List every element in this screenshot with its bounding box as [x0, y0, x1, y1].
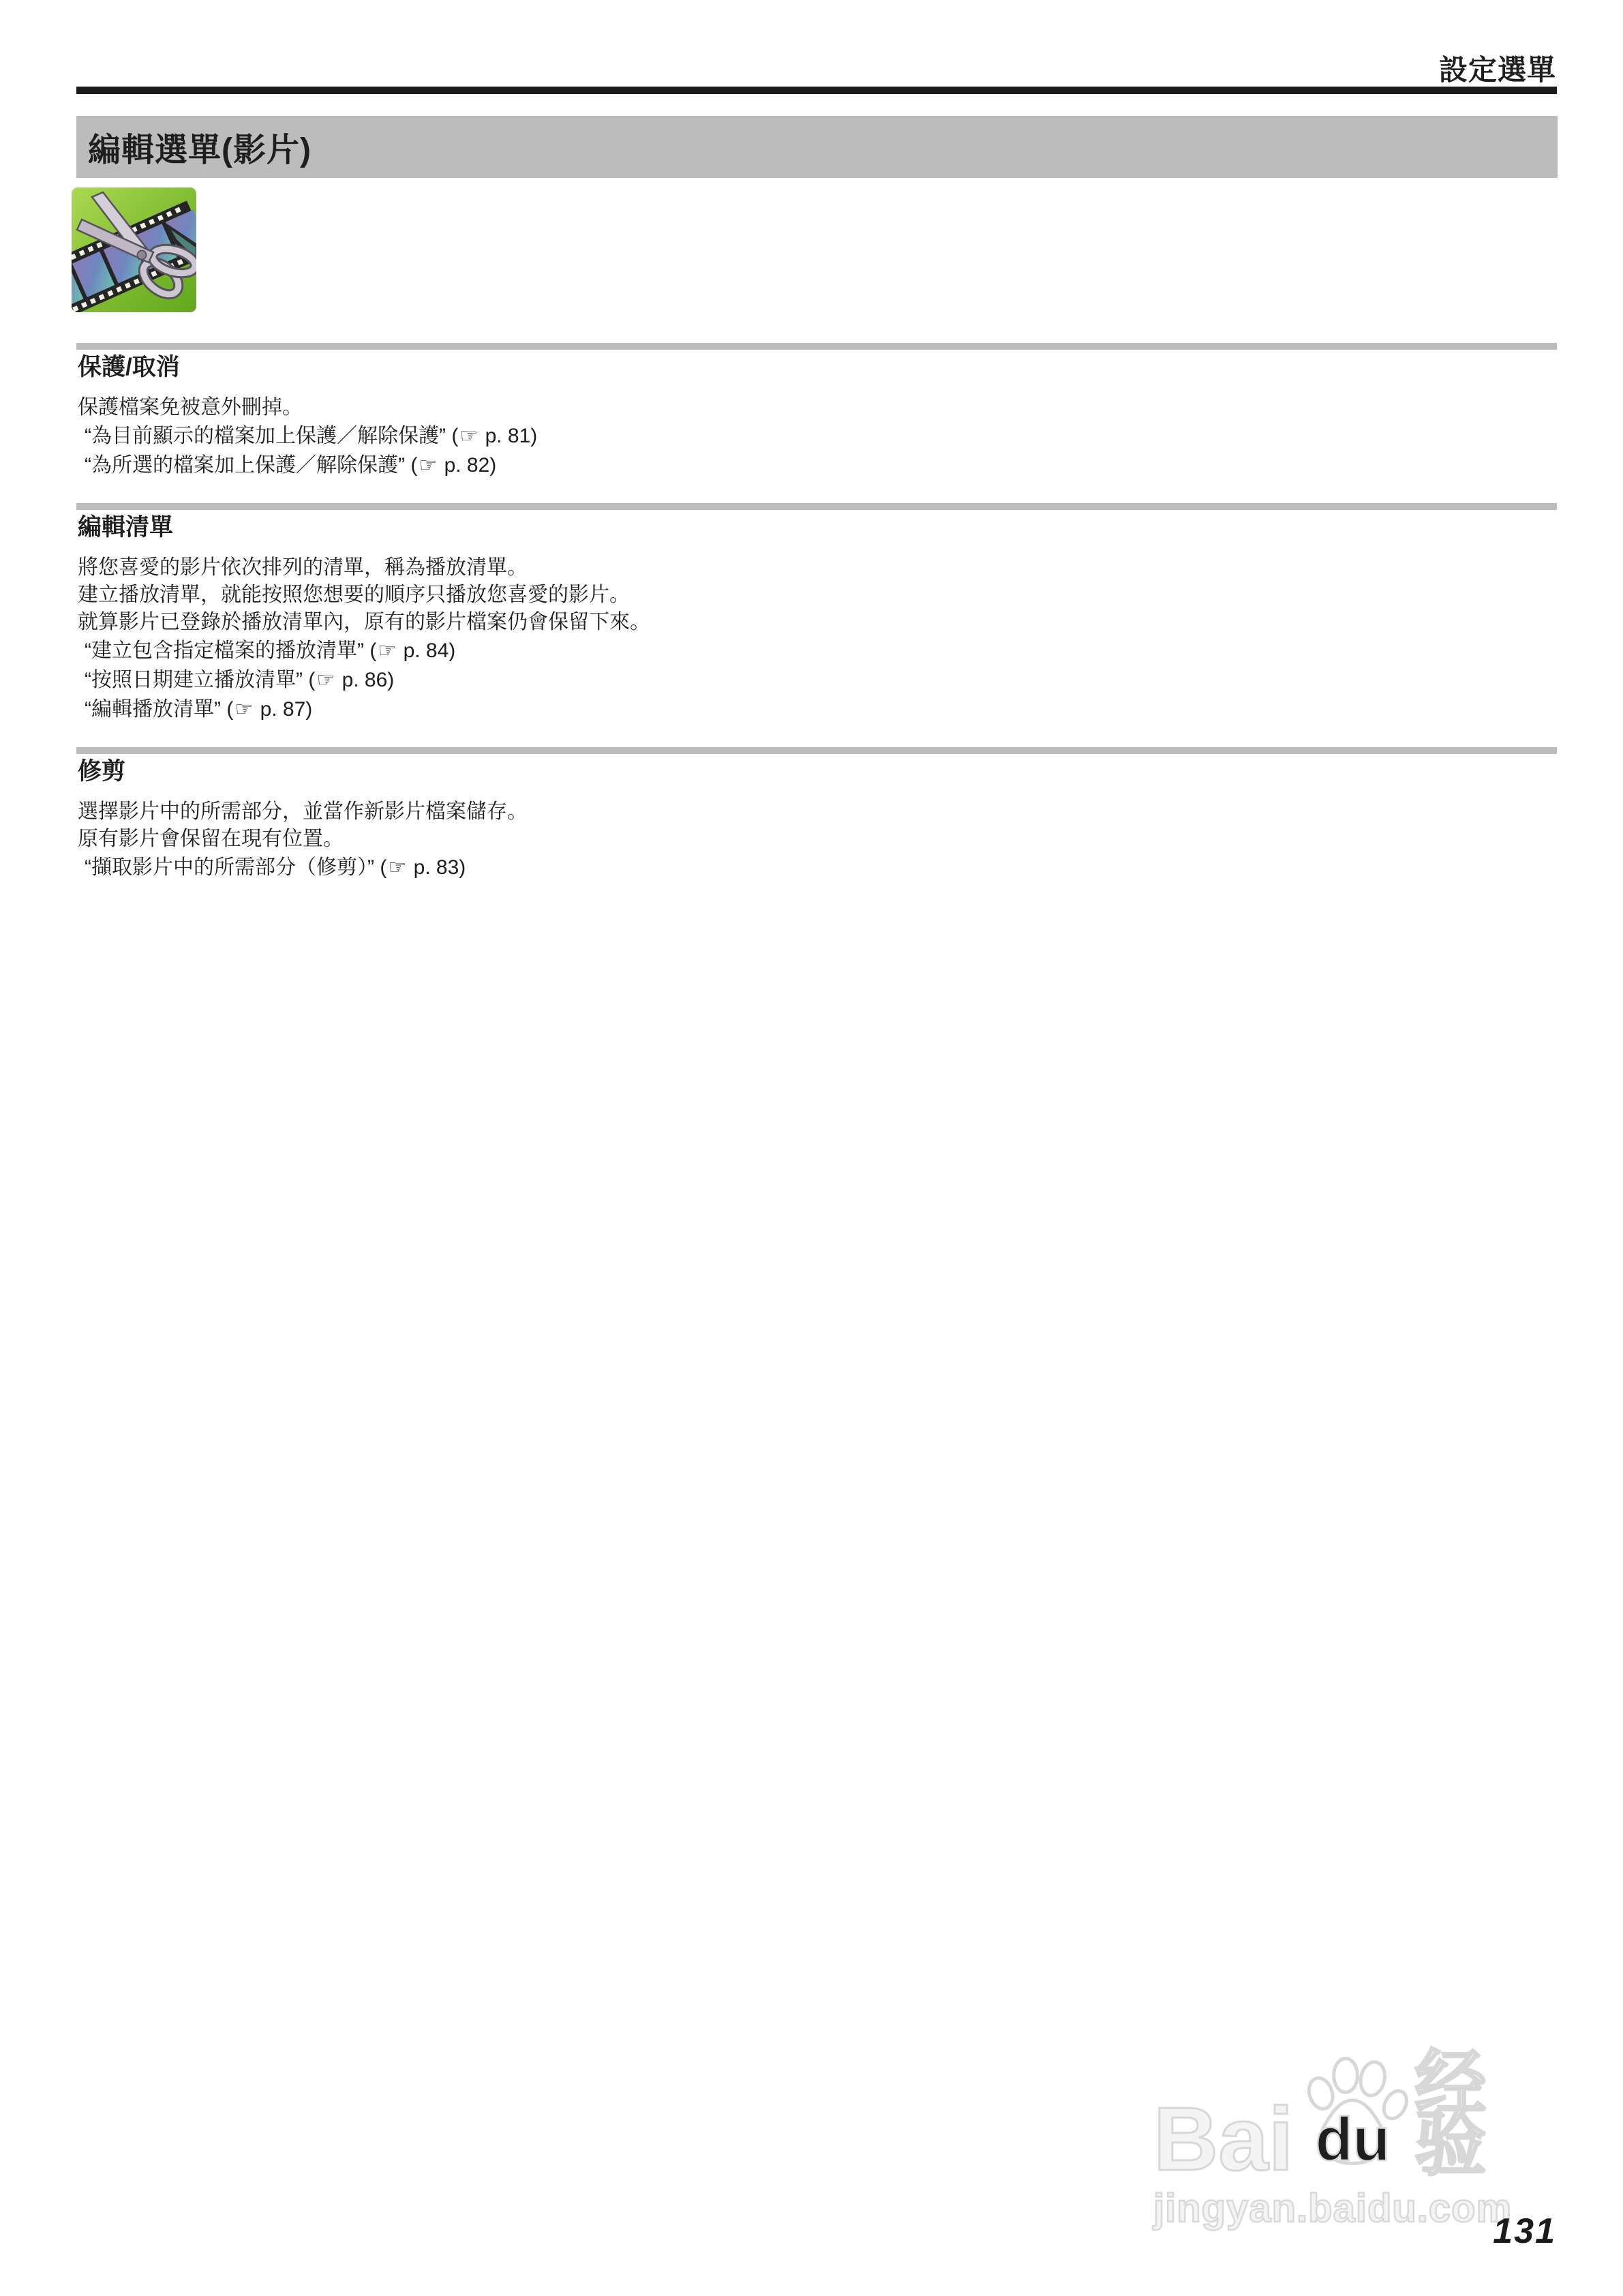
header-rule: [76, 87, 1557, 94]
section-text-line: 將您喜愛的影片依次排列的清單，稱為播放清單。: [78, 556, 528, 579]
section-divider-bar: [76, 343, 1557, 350]
section-title: 編輯清單: [78, 514, 174, 541]
sections-container: [76, 343, 1557, 882]
cross-reference-title: “為目前顯示的檔案加上保護／解除保護”: [85, 425, 452, 447]
watermark-text-bai: Bai: [1153, 2089, 1294, 2190]
cross-reference-title: “擷取影片中的所需部分（修剪）”: [85, 856, 380, 879]
section-title: 修剪: [78, 758, 126, 785]
section-text-line: 選擇影片中的所需部分，並當作新影片檔案儲存。: [78, 800, 528, 823]
baidu-paw-icon: [1296, 2051, 1409, 2175]
watermark-url: jingyan.baidu.com: [1153, 2186, 1513, 2231]
baidu-jingyan-watermark: [1153, 2043, 1549, 2231]
reference-pointer-icon: ☞: [459, 424, 479, 448]
section-text-line: 建立播放清單，就能按照您想要的順序只播放您喜愛的影片。: [78, 584, 630, 606]
manual-section: [76, 747, 1557, 882]
page-header-section-label: 設定選單: [1438, 54, 1556, 86]
page-reference: (☞ p. 84): [369, 639, 456, 663]
cross-reference-title: “按照日期建立播放清單”: [85, 669, 309, 691]
cross-reference-line[interactable]: [76, 665, 1557, 695]
reference-pointer-icon: ☞: [234, 697, 254, 721]
watermark-text-jingyan: 经验: [1414, 2043, 1492, 2184]
cross-reference-line[interactable]: [76, 636, 1557, 665]
page-reference: (☞ p. 82): [410, 453, 497, 477]
scissors-film-thumbnail-icon: [72, 187, 196, 312]
cross-reference-line[interactable]: [76, 695, 1557, 724]
watermark-text-du: du: [1315, 2106, 1391, 2174]
watermark-logo-row: [1153, 2043, 1549, 2190]
page-reference: (☞ p. 81): [451, 424, 538, 448]
manual-section: [76, 503, 1557, 724]
page-reference: (☞ p. 83): [380, 856, 466, 879]
page-title-bar: [76, 116, 1558, 178]
cross-reference-line[interactable]: [76, 451, 1557, 480]
section-divider-bar: [76, 503, 1557, 510]
cross-reference-line[interactable]: [76, 421, 1557, 451]
reference-pointer-icon: ☞: [419, 453, 438, 477]
manual-section: [76, 343, 1557, 480]
page-reference: (☞ p. 86): [308, 668, 395, 692]
section-text-line: 就算影片已登錄於播放清單內，原有的影片檔案仍會保留下來。: [78, 611, 650, 633]
reference-pointer-icon: ☞: [316, 668, 335, 692]
cross-reference-line[interactable]: [76, 853, 1557, 882]
cross-reference-title: “建立包含指定檔案的播放清單”: [85, 639, 370, 662]
section-divider-bar: [76, 747, 1557, 754]
reference-pointer-icon: ☞: [378, 639, 397, 663]
section-text-line: 原有影片會保留在現有位置。: [78, 828, 344, 850]
page-reference: (☞ p. 87): [226, 697, 313, 721]
section-title: 保護/取消: [78, 354, 180, 380]
cross-reference-title: “編輯播放清單”: [85, 698, 227, 721]
page-title: 編輯選單(影片): [88, 132, 312, 168]
page-number: 131: [1493, 2211, 1556, 2251]
cross-reference-title: “為所選的檔案加上保護／解除保護”: [85, 454, 411, 477]
reference-pointer-icon: ☞: [388, 856, 407, 879]
section-text-line: 保護檔案免被意外刪掉。: [78, 396, 303, 419]
